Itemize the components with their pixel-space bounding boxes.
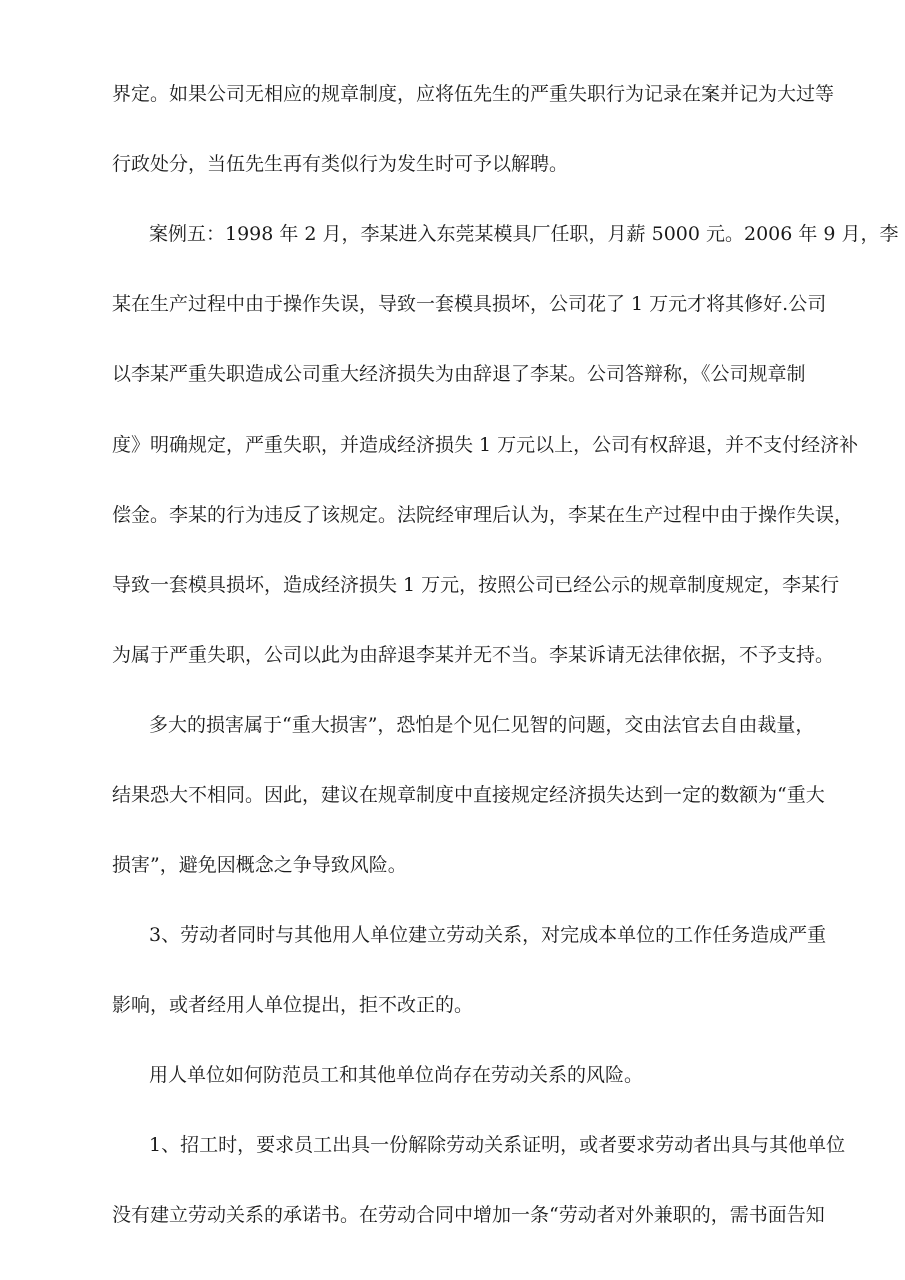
text-line: 多大的损害属于“重大损害”，恐怕是个见仁见智的问题，交由法官去自由裁量，: [149, 714, 815, 736]
text-line: 案例五：1998 年 2 月，李某进入东莞某模具厂任职，月薪 5000 元。2006 年 9 月，李: [149, 223, 899, 245]
text-line: 某在生产过程中由于操作失误，导致一套模具损坏，公司花了 1 万元才将其修好.公司: [112, 293, 827, 315]
text-line: 度》明确规定，严重失职，并造成经济损失 1 万元以上，公司有权辞退，并不支付经济补: [112, 434, 859, 456]
text-line: 界定。如果公司无相应的规章制度，应将伍先生的严重失职行为记录在案并记为大过等: [112, 83, 835, 105]
text-line: 结果恐大不相同。因此，建议在规章制度中直接规定经济损失达到一定的数额为“重大: [112, 784, 825, 806]
text-line: 以李某严重失职造成公司重大经济损失为由辞退了李某。公司答辩称，《公司规章制: [112, 363, 806, 385]
text-line: 偿金。李某的行为违反了该规定。法院经审理后认为，李某在生产过程中由于操作失误，: [112, 504, 854, 526]
text-line: 为属于严重失职，公司以此为由辞退李某并无不当。李某诉请无法律依据，不予支持。: [112, 644, 835, 666]
text-line: 影响，或者经用人单位提出，拒不改正的。: [112, 994, 474, 1016]
text-line: 行政处分，当伍先生再有类似行为发生时可予以解聘。: [112, 153, 569, 175]
text-line: 1、招工时，要求员工出具一份解除劳动关系证明，或者要求劳动者出具与其他单位: [149, 1134, 846, 1156]
text-line: 用人单位如何防范员工和其他单位尚存在劳动关系的风险。: [149, 1064, 644, 1086]
text-line: 3、劳动者同时与其他用人单位建立劳动关系，对完成本单位的工作任务造成严重: [149, 924, 827, 946]
text-line: 没有建立劳动关系的承诺书。在劳动合同中增加一条“劳动者对外兼职的，需书面告知: [112, 1204, 825, 1226]
text-line: 导致一套模具损坏，造成经济损失 1 万元，按照公司已经公示的规章制度规定，李某行: [112, 574, 840, 596]
text-line: 损害”，避免因概念之争导致风险。: [112, 854, 407, 876]
